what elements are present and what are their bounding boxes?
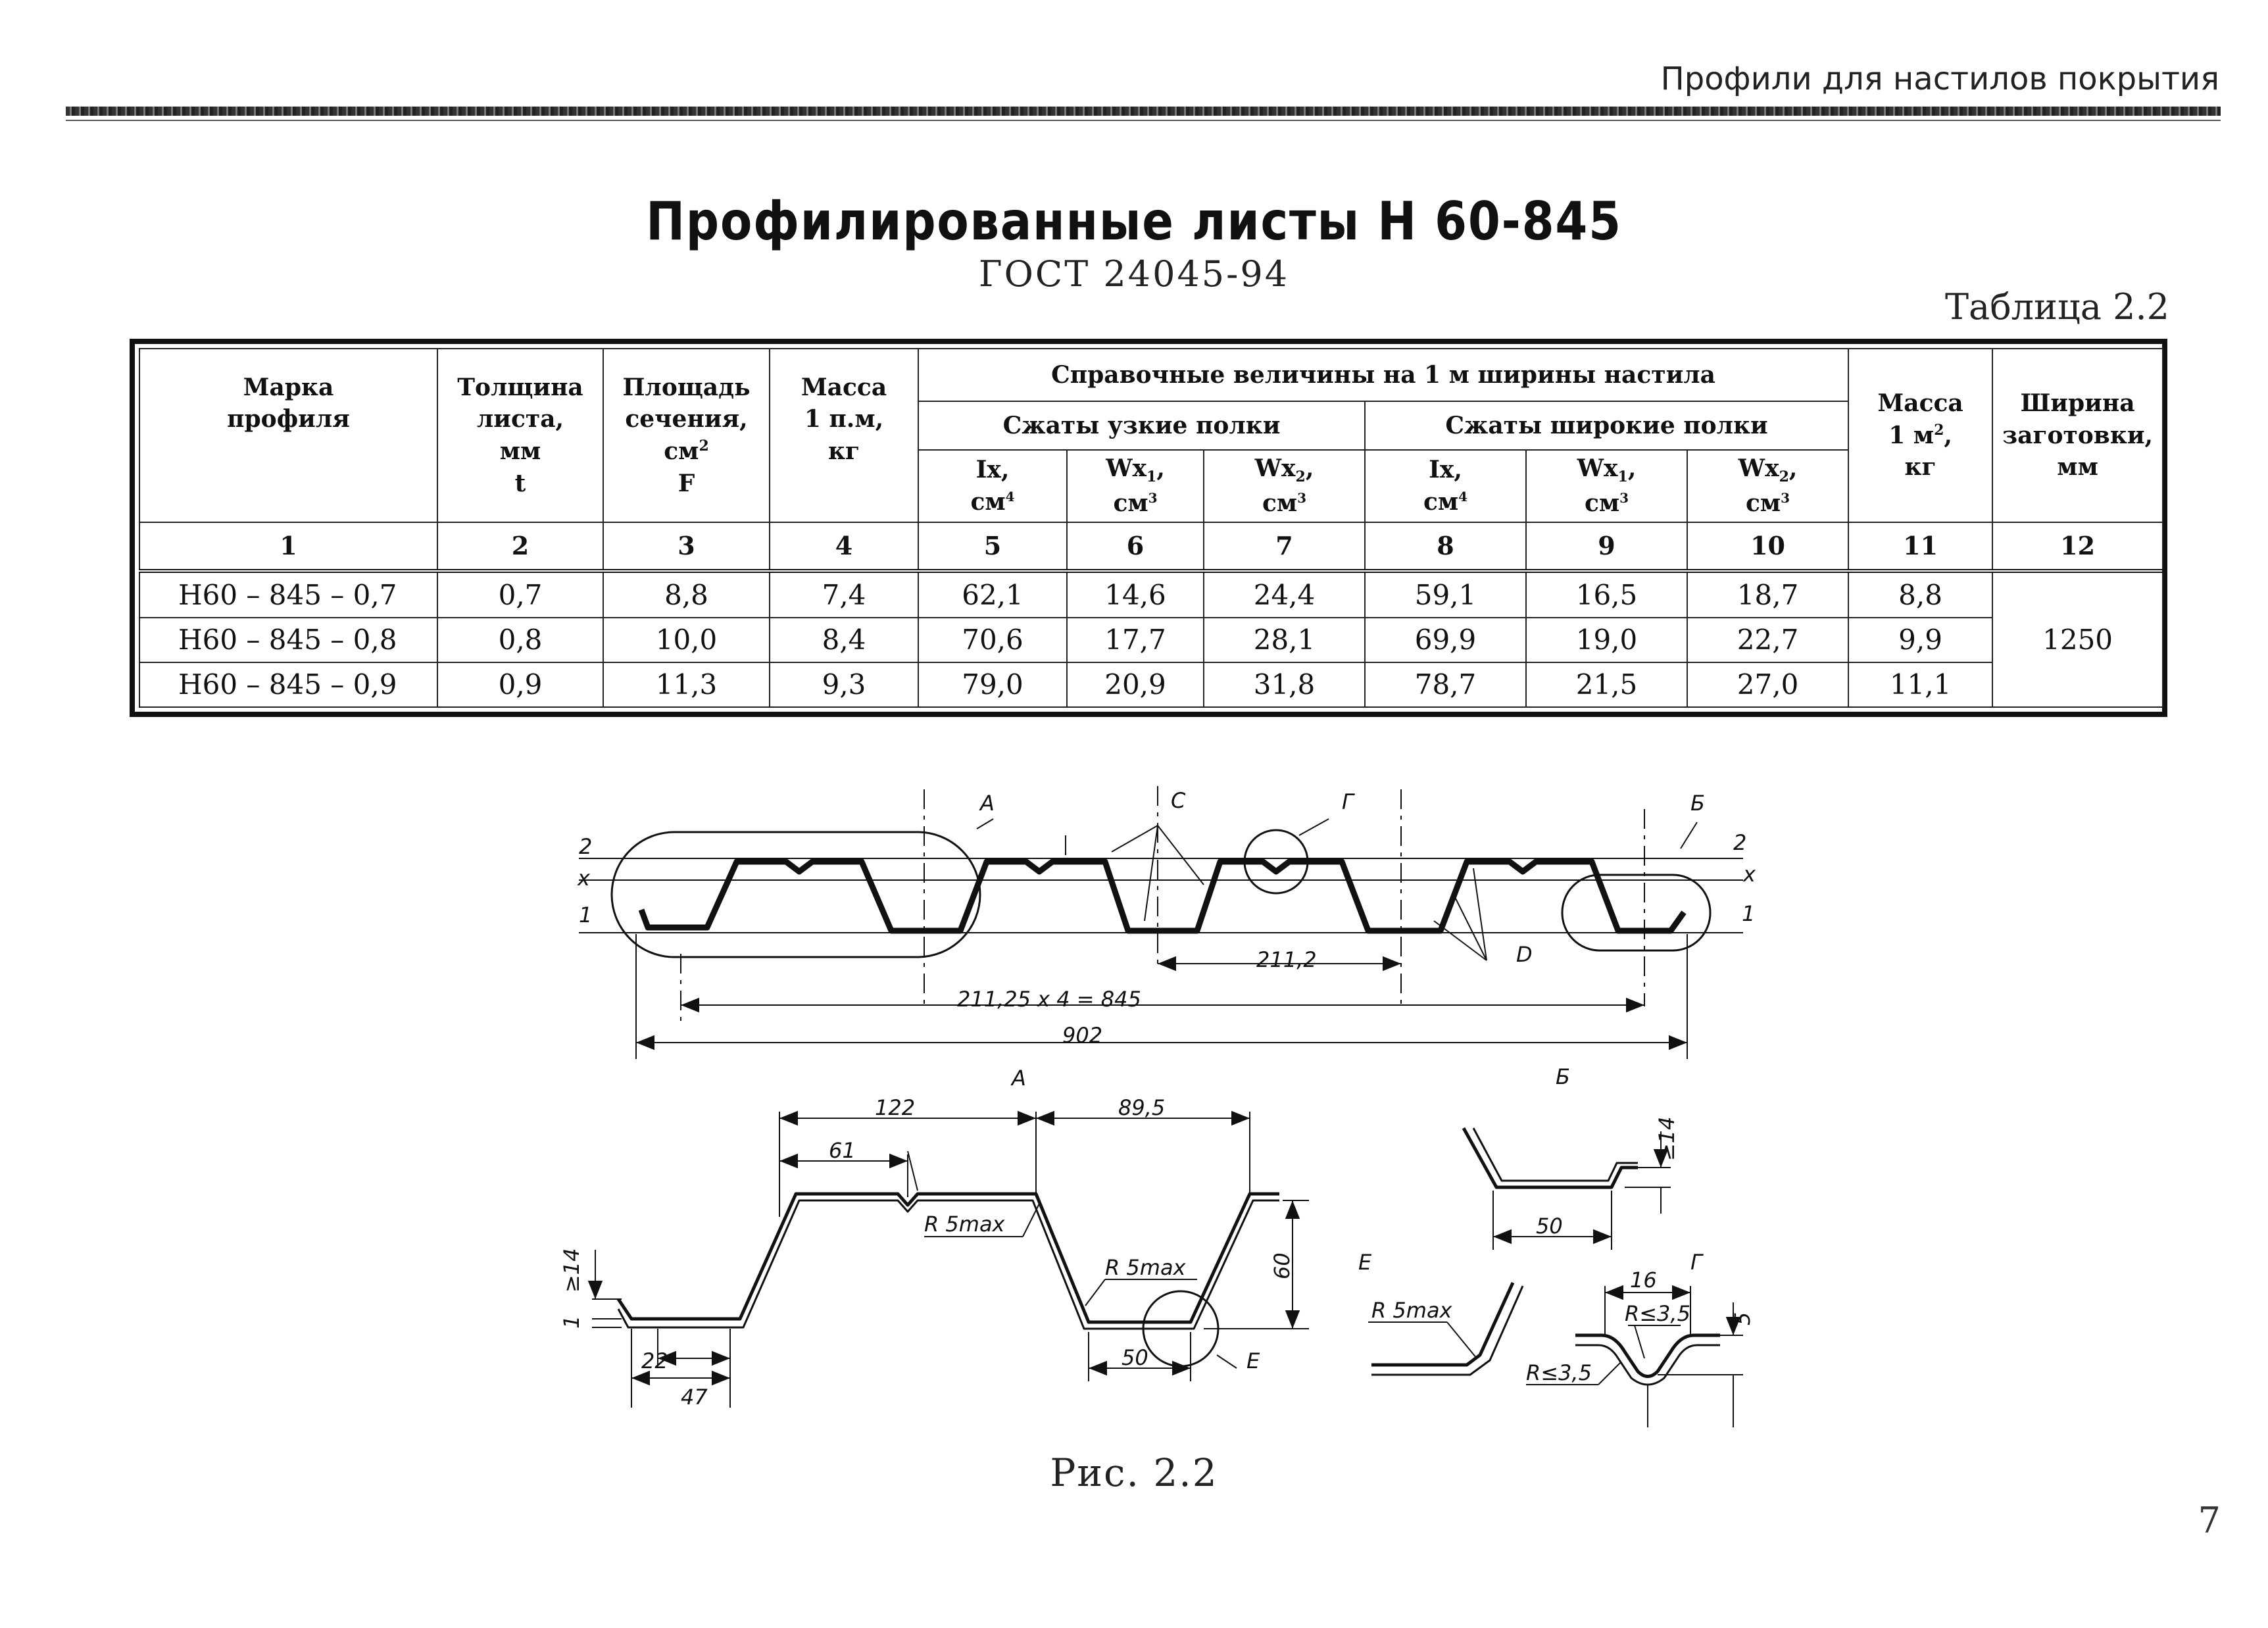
dim-47: 47 xyxy=(681,1385,708,1410)
dim-902: 902 xyxy=(1062,1023,1103,1048)
axis-label-1: 1 xyxy=(579,902,593,927)
table-cell: 11,3 xyxy=(603,662,770,707)
col-number: 10 xyxy=(1687,522,1848,571)
overall-profile xyxy=(579,786,1743,1023)
header-wx2-narrow: $Wx_2$, $см^3$ xyxy=(1204,450,1365,522)
running-title: Профили для настилов покрытия xyxy=(1660,61,2219,97)
header-reference-values: Справочные величины на 1 м ширины настила xyxy=(918,349,1848,401)
detail-b xyxy=(1464,1128,1671,1250)
detail-a xyxy=(592,1112,1309,1408)
dim-5: 5 xyxy=(1730,1312,1755,1325)
header-mass-m2: Масса 1 $м^2$, кг xyxy=(1848,349,1992,522)
header-ix-wide: Ix, $см^4$ xyxy=(1365,450,1526,522)
table-cell: 69,9 xyxy=(1365,618,1526,662)
dim-1: 1 xyxy=(559,1315,584,1329)
table-cell: 7,4 xyxy=(770,571,918,618)
header-mass-lm: Масса 1 п.м, кг xyxy=(770,349,918,522)
table-cell: 18,7 xyxy=(1687,571,1848,618)
table-cell: 21,5 xyxy=(1526,662,1687,707)
axis-label-1-right: 1 xyxy=(1742,901,1756,926)
label-detail-a: А xyxy=(1012,1066,1026,1091)
label-detail-b: Б xyxy=(1556,1064,1570,1089)
header-wx1-narrow: $Wx_1$, $см^3$ xyxy=(1067,450,1204,522)
col-number: 12 xyxy=(1992,522,2163,571)
dim-50: 50 xyxy=(1536,1214,1563,1239)
label-a: А xyxy=(980,791,995,816)
dim-50: 50 xyxy=(1122,1345,1148,1370)
dim-89-5: 89,5 xyxy=(1118,1095,1166,1120)
axis-label-x-right: x xyxy=(1743,862,1756,887)
col-number: 1 xyxy=(139,522,437,571)
header-blank-width: Ширина заготовки, мм xyxy=(1992,349,2163,522)
drawing-labels xyxy=(559,788,1756,1410)
header-wide-flanges: Сжаты широкие полки xyxy=(1365,401,1848,450)
table-cell: 24,4 xyxy=(1204,571,1365,618)
detail-e xyxy=(1368,1283,1523,1375)
dim-60: 60 xyxy=(1270,1252,1294,1279)
table-cell: 20,9 xyxy=(1067,662,1204,707)
axis-label-2-right: 2 xyxy=(1733,830,1747,855)
table-cell: 8,8 xyxy=(1848,571,1992,618)
header-wx2-wide: $Wx_2$, $см^3$ xyxy=(1687,450,1848,522)
page-number: 7 xyxy=(2198,1500,2221,1541)
table-cell: 0,8 xyxy=(437,618,603,662)
dim-ge14: ≥14 xyxy=(1654,1116,1679,1161)
radius-label: R 5max xyxy=(1371,1298,1452,1323)
cell-blank-width: 1250 xyxy=(1992,571,2163,707)
table-cell: 27,0 xyxy=(1687,662,1848,707)
table-cell: 17,7 xyxy=(1067,618,1204,662)
header-thickness: Толщина листа, мм t xyxy=(437,349,603,522)
header-wx1-wide: $Wx_1$, $см^3$ xyxy=(1526,450,1687,522)
label-detail-g: Г xyxy=(1690,1250,1702,1275)
radius-le-3-5: R≤3,5 xyxy=(1625,1301,1690,1326)
table-cell: 19,0 xyxy=(1526,618,1687,662)
standard-label: ГОСТ 24045-94 xyxy=(978,253,1290,295)
label-e: Е xyxy=(1246,1348,1260,1373)
table-cell: 59,1 xyxy=(1365,571,1526,618)
table-cell: 79,0 xyxy=(918,662,1067,707)
table-cell: 10,0 xyxy=(603,618,770,662)
cell-brand: Н60 – 845 – 0,8 xyxy=(139,618,437,662)
col-number: 5 xyxy=(918,522,1067,571)
table-cell: 62,1 xyxy=(918,571,1067,618)
dim-ge14: ≥14 xyxy=(559,1248,584,1293)
table-label: Таблица 2.2 xyxy=(1945,286,2169,328)
dim-211-2: 211,2 xyxy=(1256,947,1317,972)
col-number: 2 xyxy=(437,522,603,571)
col-number: 9 xyxy=(1526,522,1687,571)
radius-label: R 5max xyxy=(1105,1255,1186,1280)
table-cell: 11,1 xyxy=(1848,662,1992,707)
table-cell: 0,9 xyxy=(437,662,603,707)
header-ix-narrow: Ix, $см^4$ xyxy=(918,450,1067,522)
axis-label-2: 2 xyxy=(579,834,593,859)
table-cell: 0,7 xyxy=(437,571,603,618)
dim-16: 16 xyxy=(1630,1268,1657,1293)
table-cell: 9,3 xyxy=(770,662,918,707)
dim-61: 61 xyxy=(829,1138,856,1163)
dimension-lines xyxy=(636,819,1697,1059)
table-cell: 9,9 xyxy=(1848,618,1992,662)
table-cell: 78,7 xyxy=(1365,662,1526,707)
col-number: 8 xyxy=(1365,522,1526,571)
cell-brand: Н60 – 845 – 0,7 xyxy=(139,571,437,618)
col-number: 11 xyxy=(1848,522,1992,571)
col-number: 6 xyxy=(1067,522,1204,571)
dim-22: 22 xyxy=(641,1348,668,1373)
table-cell: 14,6 xyxy=(1067,571,1204,618)
radius-label: R 5max xyxy=(924,1212,1005,1237)
header-narrow-flanges: Сжаты узкие полки xyxy=(918,401,1365,450)
label-b: Б xyxy=(1690,791,1705,816)
radius-le-3-5: R≤3,5 xyxy=(1526,1360,1592,1385)
axis-label-x: x xyxy=(578,866,590,891)
label-c: С xyxy=(1171,788,1186,813)
dim-211-25x4: 211,25 x 4 = 845 xyxy=(957,987,1141,1012)
table-cell: 8,8 xyxy=(603,571,770,618)
col-number: 3 xyxy=(603,522,770,571)
table-cell: 31,8 xyxy=(1204,662,1365,707)
table-cell: 8,4 xyxy=(770,618,918,662)
table-cell: 70,6 xyxy=(918,618,1067,662)
col-number: 7 xyxy=(1204,522,1365,571)
table-cell: 22,7 xyxy=(1687,618,1848,662)
table-cell: 16,5 xyxy=(1526,571,1687,618)
dim-122: 122 xyxy=(875,1095,916,1120)
figure-caption: Рис. 2.2 xyxy=(1050,1450,1218,1495)
col-number: 4 xyxy=(770,522,918,571)
header-area: Площадь сечения, $см^2$ F xyxy=(603,349,770,522)
header-brand: Марка профиля xyxy=(139,349,437,522)
table-cell: 28,1 xyxy=(1204,618,1365,662)
label-g: Г xyxy=(1342,789,1354,814)
label-d: D xyxy=(1516,942,1533,967)
cell-brand: Н60 – 845 – 0,9 xyxy=(139,662,437,707)
label-detail-e: Е xyxy=(1358,1250,1372,1275)
page-title: Профилированные листы Н 60-845 xyxy=(646,191,1622,252)
